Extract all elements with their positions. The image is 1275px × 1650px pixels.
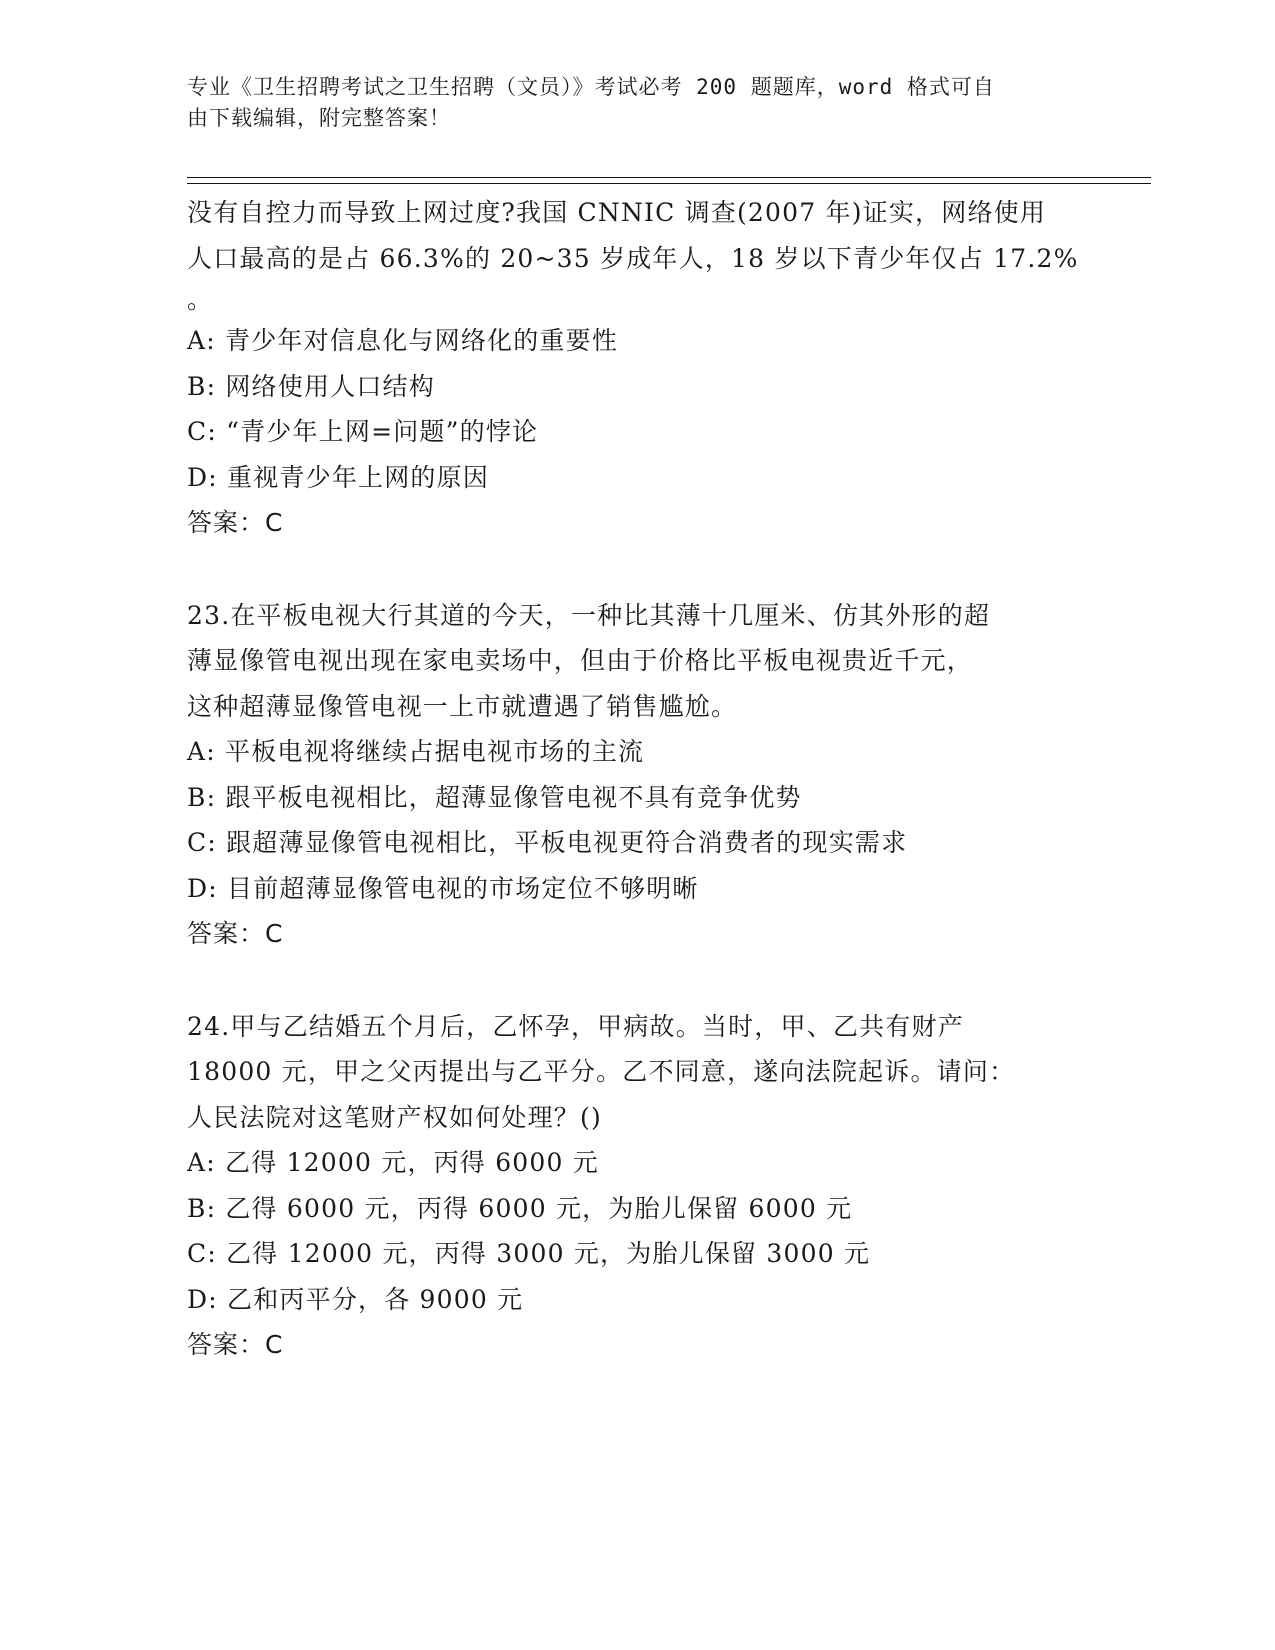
question-stem-line: 人民法院对这笔财产权如何处理？() — [187, 1102, 602, 1132]
question-stem-line: 薄显像管电视出现在家电卖场中，但由于价格比平板电视贵近千元， — [187, 646, 974, 675]
option-d: D: 重视青少年上网的原因 — [187, 462, 490, 492]
spacer — [187, 546, 1087, 593]
answer-label: 答案：C — [187, 1330, 284, 1359]
option-d: D: 乙和丙平分，各 9000 元 — [187, 1284, 524, 1314]
option-a: A: 青少年对信息化与网络化的重要性 — [187, 326, 619, 355]
option-a: A: 乙得 12000 元，丙得 6000 元 — [187, 1148, 599, 1177]
question-stem-line: 24.甲与乙结婚五个月后，乙怀孕，甲病故。当时，甲、乙共有财产 — [187, 1011, 964, 1041]
question-stem-line: 人口最高的是占 66.3%的 20~35 岁成年人，18 岁以下青少年仅占 17.2% — [187, 243, 1079, 273]
option-b: B: 乙得 6000 元，丙得 6000 元，为胎儿保留 6000 元 — [187, 1193, 853, 1223]
question-stem-line: 。 — [187, 285, 214, 314]
question-item — [187, 190, 1087, 546]
question-stem-line: 没有自控力而导致上网过度?我国 CNNIC 调查(2007 年)证实，网络使用 — [187, 198, 1047, 227]
question-item — [187, 1004, 1087, 1368]
option-c: C: “青少年上网=问题”的悖论 — [187, 417, 539, 446]
question-stem-line: 这种超薄显像管电视一上市就遭遇了销售尴尬。 — [187, 691, 738, 721]
question-stem-line: 23.在平板电视大行其道的今天，一种比其薄十几厘米、仿其外形的超 — [187, 600, 991, 630]
header-divider — [187, 177, 1151, 184]
option-c: C: 跟超薄显像管电视相比，平板电视更符合消费者的现实需求 — [187, 828, 908, 857]
question-item — [187, 593, 1087, 957]
document-header — [187, 72, 1067, 134]
option-c: C: 乙得 12000 元，丙得 3000 元，为胎儿保留 3000 元 — [187, 1239, 871, 1268]
option-b: B: 网络使用人口结构 — [187, 371, 435, 401]
option-b: B: 跟平板电视相比，超薄显像管电视不具有竞争优势 — [187, 782, 802, 812]
answer-label: 答案：C — [187, 508, 284, 537]
spacer — [187, 957, 1087, 1004]
question-stem-line: 18000 元，甲之父丙提出与乙平分。乙不同意，遂向法院起诉。请问： — [187, 1057, 1016, 1086]
answer-label: 答案：C — [187, 919, 284, 948]
header-line-1: 专业《卫生招聘考试之卫生招聘（文员）》考试必考 200 题题库，word 格式可自 — [187, 75, 995, 99]
header-line-2: 由下载编辑，附完整答案！ — [187, 106, 451, 130]
option-d: D: 目前超薄显像管电视的市场定位不够明晰 — [187, 873, 699, 903]
question-list — [187, 190, 1087, 1368]
option-a: A: 平板电视将继续占据电视市场的主流 — [187, 737, 645, 766]
